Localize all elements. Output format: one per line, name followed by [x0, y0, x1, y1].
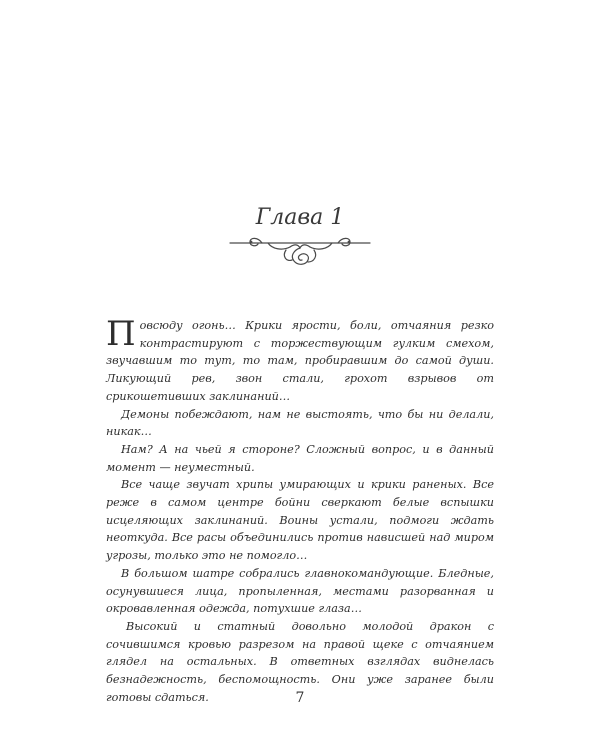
paragraph-5: В большом шатре собрались главнокомандующие. Бледные, осунувшиеся лица, пропыленная, местами разорванная и окровавленная одежда, потухшие глаза… — [106, 566, 494, 616]
paragraph-6: Высокий и статный довольно молодой дракон с сочившимся кровью разрезом на правой щеке с отчаянием глядел на остальных. В ответных взглядах виднелась безнадежность, беспомощность. Они уже заранее были готовы сдаться. — [106, 619, 494, 704]
paragraph-3: Нам? А на чьей я стороне? Сложный вопрос, и в данный момент — неуместный. — [106, 442, 494, 474]
paragraph-2: Демоны побеждают, нам не выстоять, что бы ни делали, никак… — [106, 407, 494, 439]
drop-cap: П — [106, 314, 136, 354]
flourish-ornament-icon — [228, 234, 372, 274]
paragraph-1 — [106, 314, 494, 406]
page-number: 7 — [295, 690, 305, 706]
chapter-body-text — [106, 314, 494, 706]
paragraph-4: Все чаще звучат хрипы умирающих и крики раненых. Все реже в самом центре бойни сверкают белые вспышки исцеляющих заклинаний. Воины устали, подмоги ждать неоткуда. Все расы объединились против нависшей над миром угрозы, только это не помогло… — [106, 478, 494, 563]
chapter-title: Глава 1 — [255, 205, 345, 230]
paragraph-1-text: овсюду огонь… Крики ярости, боли, отчаяния резко контрастируют с торжествующим гулким смехом, звучавшим то тут, то там, пробиравшим до самой души. Ликующий рев, звон стали, грохот взрывов от срикошетивших заклинаний… — [106, 319, 494, 403]
